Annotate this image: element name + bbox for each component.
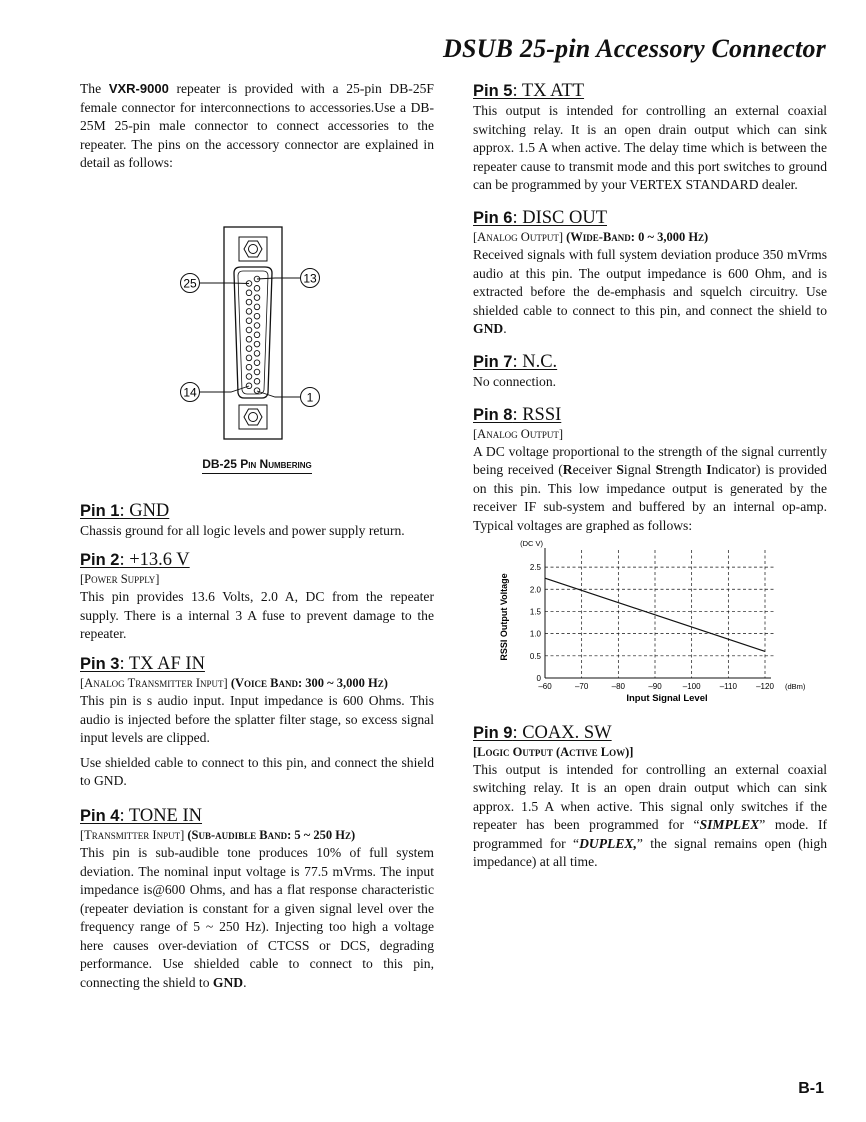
y-unit-label: (DC V): [520, 538, 543, 548]
pin8-st-rest: trength: [663, 462, 707, 478]
pin5-name: : TX ATT: [512, 81, 585, 101]
pin-callout-25-label: 25: [183, 276, 197, 291]
pin-callout-14-label: 14: [183, 385, 197, 400]
pin7-name: : N.C.: [512, 351, 558, 372]
pin8-section: [473, 404, 827, 704]
pin-contact: [246, 290, 252, 296]
pin-contact: [254, 378, 260, 384]
pin-contact: [246, 346, 252, 352]
pin8-i-rest: ndicator) is provided on this pin. This low impedance output is generated by the receiver IF sub-system and buffered by an internal op-amp. Typical voltages are graphed as follows:: [473, 462, 827, 533]
pin1-number: Pin 1: [80, 501, 120, 520]
pin3-text: This pin is s audio input. Input impedance is 600 Ohms. This audio is injected before the splatter filter stage, so excess signal input levels are clipped.: [80, 692, 434, 746]
pin6-end: .: [503, 321, 507, 337]
pin-contact: [246, 374, 252, 380]
pin3-number: Pin 3: [80, 654, 120, 673]
pin-callout-25-line: [200, 283, 249, 284]
pin-contact: [254, 360, 260, 366]
pin4-heading: [80, 805, 434, 827]
pin1-section: [80, 500, 434, 541]
pin6-text-block: [473, 246, 827, 339]
pin9-subtitle: [Logic Output (Active Low)]: [473, 744, 634, 759]
pin8-i: I: [706, 462, 712, 478]
pin9-text-b: ” mode. If programmed for “: [473, 817, 828, 851]
pin2-heading: [80, 549, 434, 571]
pin9-name: : COAX. SW: [512, 722, 612, 743]
x-tick-label: –100: [682, 681, 701, 691]
pin3-subtitle: [80, 675, 434, 692]
pin5-text: This output is intended for controlling an external coaxial switching relay. It is an open drain output which can sink approx. 1.5 A when active. The delay time which is between the repeater cause to transmit mode and this port switches to ground can be programmed by your VERTEX STANDARD dealer.: [473, 103, 827, 193]
pin8-text-a: A DC voltage proportional to the strength of the signal currently being received (: [473, 443, 827, 478]
pin8-heading: [473, 404, 827, 426]
x-tick-label: –80: [611, 681, 626, 691]
pin-callout-13-label: 13: [303, 271, 317, 286]
page-number: B-1: [798, 1080, 824, 1097]
pin3-text2: Use shielded cable to connect to this pin, and connect the shield to GND.: [80, 754, 434, 789]
pin-contact: [254, 388, 260, 394]
pin4-subtitle-a: [Transmitter Input]: [80, 827, 185, 842]
pin3-name: : TX AF IN: [119, 653, 205, 674]
pin5-number: Pin 5: [473, 82, 513, 100]
pin3-subtitle-a: [Analog Transmitter Input]: [80, 675, 228, 690]
pin-contact: [254, 285, 260, 291]
pin-contact: [246, 309, 252, 315]
pin6-text: Received signals with full system deviation produce 350 mVrms audio at this pin. The output impedance is 600 Ohm, and is extracted before the de-emphasis and squelch circuitry. Use shielded cable to connect to this pin, and connect the shield to: [473, 246, 827, 318]
pin4-number: Pin 4: [80, 806, 120, 825]
pin-contact: [246, 318, 252, 324]
pin4-name: : TONE IN: [119, 805, 203, 826]
pin2-section: [80, 549, 434, 644]
pin2-number: Pin 2: [80, 551, 120, 570]
pin6-subtitle-a: [Analog Output]: [473, 229, 563, 244]
pin9-text-c: ” the signal remains open (high impedance) at all time.: [473, 835, 827, 870]
pin-contact: [254, 313, 260, 319]
pin6-section: [473, 207, 827, 339]
pin9-text-block: [473, 761, 827, 873]
y-tick-label: 2.5: [529, 562, 541, 572]
pin-contact: [246, 364, 252, 370]
x-axis-title: Input Signal Level: [626, 692, 708, 704]
y-tick-label: 0: [536, 673, 541, 683]
pin-contact: [254, 351, 260, 357]
x-tick-label: –110: [719, 681, 737, 691]
diagram-caption-text: DB-25 Pin Numbering: [202, 457, 312, 474]
pin-contact: [254, 341, 260, 347]
pin-contact: [246, 299, 252, 305]
diagram-caption: [80, 455, 434, 474]
pin4-gnd: GND: [212, 975, 244, 991]
pin9-heading: [473, 722, 827, 744]
y-tick-label: 2.0: [529, 584, 541, 594]
x-tick-label: –90: [648, 681, 662, 691]
pin1-name: : GND: [119, 500, 170, 521]
right-column: [473, 80, 827, 872]
pin6-name: : DISC OUT: [512, 207, 607, 228]
y-tick-label: 1.5: [529, 606, 541, 616]
pin8-r: R: [562, 462, 573, 478]
pin6-gnd: GND: [473, 321, 504, 337]
pin-contact: [246, 336, 252, 342]
rssi-chart-svg: [473, 538, 827, 704]
pin-contact: [246, 355, 252, 361]
pin3-subtitle-b: (Voice Band: 300 ~ 3,000 Hz): [227, 675, 388, 690]
pin5-section: [473, 80, 827, 195]
model-name: VXR-9000: [108, 81, 169, 96]
pin9-duplex: DUPLEX,: [579, 835, 637, 851]
pin8-number: Pin 8: [473, 405, 513, 424]
pin7-number: Pin 7: [473, 352, 513, 371]
x-tick-label: –60: [538, 681, 552, 691]
y-tick-label: 1.0: [529, 629, 541, 639]
pin2-subtitle: [Power Supply]: [80, 572, 160, 587]
pin-contact: [246, 327, 252, 333]
pin8-st: S: [655, 462, 664, 478]
pin-contact: [254, 323, 260, 329]
pin2-text: This pin provides 13.6 Volts, 2.0 A, DC from the repeater supply. There is a internal 3 A fuse to prevent damage to the repeater.: [80, 589, 434, 642]
pin-contact: [254, 304, 260, 310]
pin-contact: [254, 295, 260, 301]
db25-diagram: [80, 187, 434, 455]
intro-pre: The: [80, 81, 109, 96]
x-unit-label: (dBm): [785, 681, 806, 691]
pin7-text: No connection.: [473, 373, 557, 389]
pin1-heading: [80, 500, 434, 522]
pin3-section: [80, 653, 434, 791]
pin6-number: Pin 6: [473, 208, 513, 227]
pin-contact: [254, 332, 260, 338]
pin6-heading: [473, 207, 827, 229]
pin8-s-rest: ignal: [623, 462, 656, 478]
pin8-subtitle: [Analog Output]: [473, 426, 563, 441]
pin3-heading: [80, 653, 434, 675]
pin7-heading: [473, 351, 827, 373]
pin5-heading: [473, 80, 827, 102]
pin4-subtitle: [80, 827, 434, 844]
pin2-name: : +13.6 V: [119, 550, 190, 571]
pin7-section: [473, 351, 827, 392]
pin4-text: This pin is sub-audible tone produces 10% of full system deviation. The nominal input voltage is 77.5 mVrms. The input impedance is@600 Ohms, and has a flat response characteristic (repeater deviation is constant for a given signal level over the frequency range of 5 ~ 250 Hz). Injecting too high a voltage here causes over-deviation of CTCSS or DCS, degrading performance. Use shielded cable to connect to this pin, connecting the shield to: [80, 844, 434, 991]
pin8-name: : RSSI: [512, 404, 562, 425]
pin4-end: .: [243, 975, 247, 991]
pin-contact: [246, 383, 252, 389]
y-tick-label: 0.5: [529, 651, 541, 661]
left-column: [80, 80, 434, 993]
pin-contact: [254, 369, 260, 375]
db25-connector-illustration: [80, 187, 434, 437]
pin6-subtitle: [473, 229, 827, 246]
pin8-r-rest: eceiver: [572, 462, 617, 478]
pin-callout-1-label: 1: [306, 390, 314, 405]
intro-post: repeater is provided with a 25-pin DB-25F female connector for interconnections to accessories.Use a DB-25M 25-pin male connector to connect accessories to the repeater. The pins on the accessory connector are explained in detail as follows:: [80, 81, 434, 171]
pin1-text: Chassis ground for all logic levels and power supply return.: [80, 522, 405, 538]
pin8-s: S: [616, 462, 624, 478]
page-title: DSUB 25-pin Accessory Connector: [443, 34, 826, 63]
pin9-section: [473, 722, 827, 873]
y-axis-title: RSSI Output Voltage: [499, 572, 509, 661]
x-tick-label: –120: [756, 681, 774, 691]
intro-paragraph: [80, 80, 434, 173]
rssi-chart: [473, 538, 827, 704]
pin4-section: [80, 805, 434, 993]
pin4-subtitle-b: (Sub-audible Band: 5 ~ 250 Hz): [184, 827, 356, 842]
pin9-number: Pin 9: [473, 723, 513, 742]
pin8-text-block: [473, 443, 827, 536]
pin9-simplex: SIMPLEX: [699, 817, 760, 833]
x-tick-label: –70: [574, 681, 589, 691]
pin9-text-a: This output is intended for controlling an external coaxial switching relay. It is an open drain output which can sink approx. 1.5 A when active. This signal only switches if the repeater has been programmed for “: [473, 761, 827, 833]
pin6-subtitle-b: (Wide-Band: 0 ~ 3,000 Hz): [563, 229, 709, 244]
pin4-text-block: [80, 844, 434, 993]
